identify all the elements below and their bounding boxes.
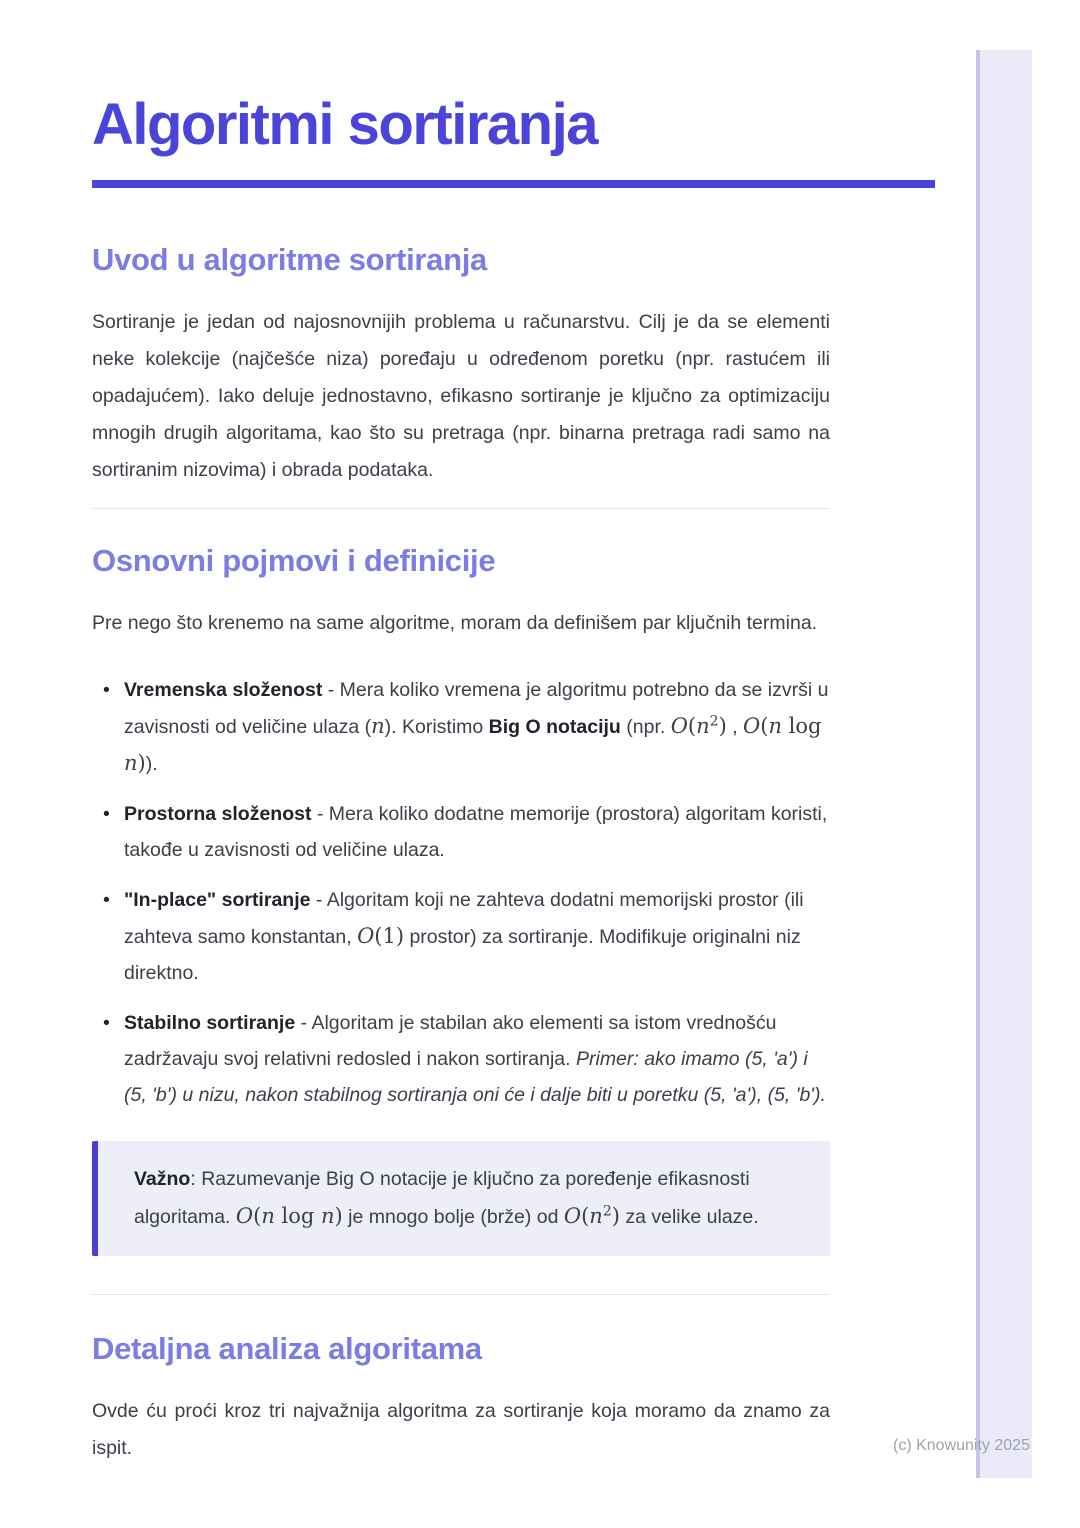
detail-paragraph: Ovde ću proći kroz tri najvažnija algoritma za sortiranje koja moramo da znamo za ispit. [92,1399,830,1459]
text-segment: Važno [134,1167,191,1190]
text-segment: (1) [374,923,405,948]
text-segment: - Algoritam koji ne zahteva dodatni memorijski prostor (ili zahteva samo konstantan, [124,888,804,948]
text-segment: je mnogo bolje (brže) od [342,1205,564,1228]
text-segment: n [696,713,710,738]
section-heading-basics: Osnovni pojmovi i definicije [92,542,496,578]
text-segment: "In-place" sortiranje [124,888,311,911]
text-segment: Stabilno sortiranje [124,1011,296,1034]
bullet-icon: • [103,678,110,701]
list-item-text [124,1012,826,1106]
list-item-text [124,679,828,775]
text-segment: n [371,713,385,738]
text-segment: ) [611,1203,620,1228]
bullet-icon: • [103,888,110,911]
text-segment: ( [687,713,697,738]
content-column [92,0,935,1467]
text-segment: ) [137,750,146,775]
section-divider [92,1294,830,1295]
text-segment: prostor) za sortiranje. Modifikuje originalni niz direktno. [124,925,801,984]
text-segment: - Mera koliko dodatne memorije (prostora) algoritam koristi, takođe u zavisnosti od veličine ulaza. [124,802,828,861]
text-segment: ). Koristimo [384,715,489,738]
basics-paragraph: Pre nego što krenemo na same algoritme, moram da definišem par ključnih termina. [92,611,818,634]
text-segment: ( [760,713,769,738]
right-margin-strip [976,50,1032,1478]
callout-text [134,1168,759,1228]
text-segment: Primer: ako imamo (5, 'a') i (5, 'b') u nizu, nakon stabilnog sortiranja oni će i dalje biti u poretku (5, 'a'), (5, 'b'). [124,1047,826,1106]
text-segment: , [726,715,744,738]
text-segment: (npr. [620,715,671,738]
text-segment: O [743,713,761,738]
section-heading-detail: Detaljna analiza algoritama [92,1330,482,1366]
intro-paragraph: Sortiranje je jedan od najosnovnijih problema u računarstvu. Cilj je da se elementi neke kolekcije (najčešće niza) poređaju u određenom poretku (npr. rastućem ili opadajućem). Iako deluje jednostavno, efikasno sortiranje je ključno za optimizaciju mnogih drugih algoritama, kao što su pretraga (npr. binarna pretraga radi samo na sortiranim nizovima) i obrada podataka. [92,310,830,481]
list-item-stable-sort [92,1005,830,1113]
text-segment: ) [334,1203,343,1228]
list-item-text [124,889,804,984]
title-underline-rule [92,180,935,188]
list-item-in-place [92,882,830,991]
text-segment: 2 [709,713,719,730]
list-item-text [124,803,827,861]
text-segment: n [124,750,138,775]
text-segment: Big O notaciju [488,715,621,738]
text-segment: n [768,713,782,738]
list-item-space-complexity [92,796,830,868]
text-segment: n [261,1203,275,1228]
text-segment: O [670,713,688,738]
text-segment: ( [581,1203,590,1228]
text-segment: log [274,1203,321,1228]
text-segment: : Razumevanje Big O notacije je ključno za poređenje efikasnosti algoritama. [134,1167,750,1228]
text-segment: log [782,713,822,738]
text-segment: Prostorna složenost [124,802,312,825]
important-callout [92,1141,830,1256]
text-segment: ( [253,1203,262,1228]
section-heading-intro: Uvod u algoritme sortiranja [92,241,487,277]
text-segment: O [563,1203,582,1228]
list-item-time-complexity [92,672,830,782]
text-segment: - Mera koliko vremena je algoritmu potrebno da se izvrši u zavisnosti od veličine ulaza ( [124,678,829,738]
text-segment: O [235,1203,254,1228]
copyright-footer: (c) Knowunity 2025 [893,1437,1030,1454]
text-segment: - Algoritam je stabilan ako elementi sa istom vrednošću zadržavaju svoj relativni redosled i nakon sortiranja. [124,1011,777,1070]
bullet-icon: • [103,802,110,825]
text-segment: n [589,1203,603,1228]
text-segment: ) [718,713,727,738]
text-segment: O [357,923,375,948]
definitions-list [92,672,830,1113]
bullet-icon: • [103,1011,110,1034]
section-divider [92,508,830,509]
text-segment: Vremenska složenost [124,678,323,701]
text-segment: 2 [602,1203,612,1220]
text-segment: ). [145,752,158,775]
text-segment: za velike ulaze. [619,1205,759,1228]
page-title: Algoritmi sortiranja [92,92,597,157]
text-segment: n [321,1203,335,1228]
